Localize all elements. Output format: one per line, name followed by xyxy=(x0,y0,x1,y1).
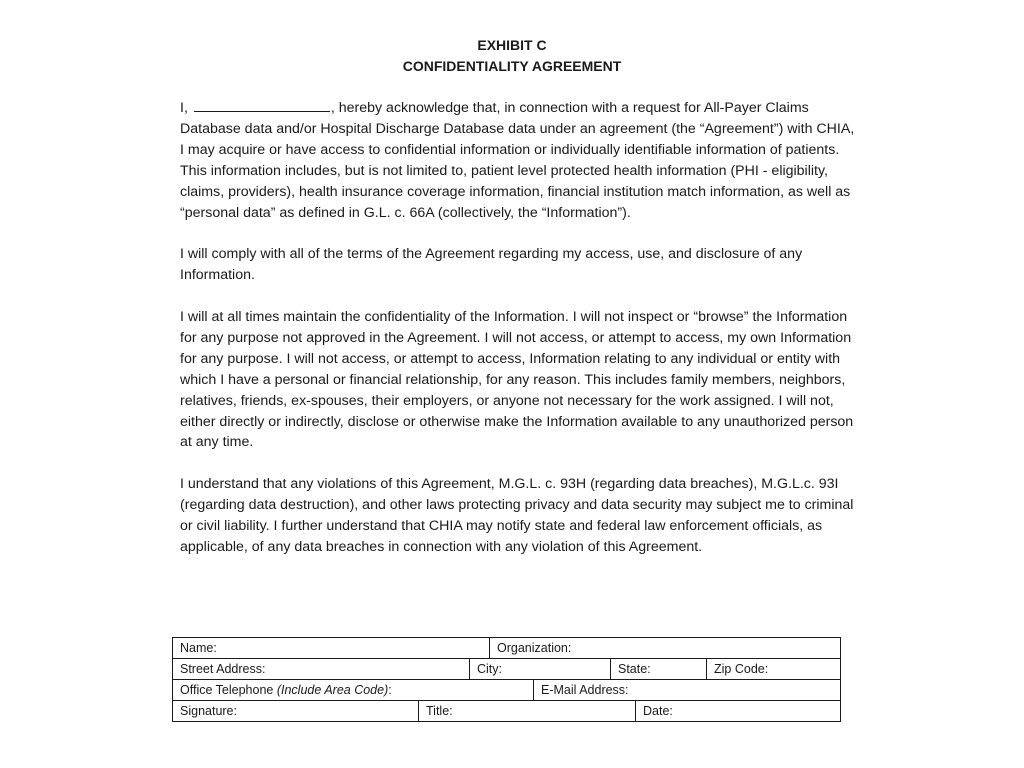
city-field[interactable]: City: xyxy=(470,659,611,679)
office-telephone-field[interactable] xyxy=(173,680,534,700)
agreement-body xyxy=(180,97,860,579)
paragraph-compliance: I will comply with all of the terms of the Agreement regarding my access, use, and disclosure of any Information. xyxy=(180,246,803,284)
form-row-contact xyxy=(172,680,841,701)
name-field[interactable]: Name: xyxy=(173,638,490,658)
title-field[interactable]: Title: xyxy=(419,701,636,721)
signature-form xyxy=(172,637,841,722)
paragraph1-prefix: I, xyxy=(180,100,188,116)
paragraph-violations: I understand that any violations of this Agreement, M.G.L. c. 93H (regarding data breaches), M.G.L.c. 93I (regarding data destruction), and other laws protecting privacy and data security may subject me to criminal or civil liability. I further understand that CHIA may notify state and federal law enforcement officials, as applicable, of any data breaches in connection with any violation of this Agreement. xyxy=(180,476,854,555)
date-field[interactable]: Date: xyxy=(643,704,673,718)
form-row-name xyxy=(172,637,841,659)
office-telephone-label: Office Telephone xyxy=(180,683,274,697)
street-address-field[interactable]: Street Address: xyxy=(173,659,470,679)
paragraph-acknowledgement xyxy=(180,97,860,223)
organization-field[interactable]: Organization: xyxy=(497,641,572,655)
office-telephone-colon: : xyxy=(388,683,392,697)
email-address-field[interactable]: E-Mail Address: xyxy=(541,683,629,697)
office-telephone-note: (Include Area Code) xyxy=(276,683,389,697)
name-blank-line[interactable] xyxy=(194,97,330,112)
paragraph-confidentiality: I will at all times maintain the confidentiality of the Information. I will not inspect or “browse” the Information for any purpose not approved in the Agreement. I will not access, or attempt to access, my own Information for any purpose. I will not access, or attempt to access, Information relating to any individual or entity with which I have a personal or financial relationship, for any reason. This includes family members, neighbors, relatives, friends, ex-spouses, their employers, or anyone not necessary for the work assigned. I will not, either directly or indirectly, disclose or otherwise make the Information available to any unauthorized person at any time. xyxy=(180,309,854,451)
signature-field[interactable]: Signature: xyxy=(173,701,419,721)
form-row-address xyxy=(172,659,841,680)
form-row-signature xyxy=(172,701,841,722)
paragraph1-text: , hereby acknowledge that, in connection with a request for All-Payer Claims Database data and/or Hospital Discharge Database data under an agreement (the “Agreement”) with CHIA, I may acquire or have access to confidential information or individually identifiable information of patients. This information includes, but is not limited to, patient level protected health information (PHI - eligibility, claims, providers), health insurance coverage information, financial institution match information, as well as “personal data” as defined in G.L. c. 66A (collectively, the “Information”). xyxy=(180,100,855,221)
exhibit-heading: EXHIBIT C xyxy=(477,37,547,53)
zip-code-field[interactable]: Zip Code: xyxy=(714,662,769,676)
agreement-title: CONFIDENTIALITY AGREEMENT xyxy=(402,58,622,74)
state-field[interactable]: State: xyxy=(611,659,707,679)
